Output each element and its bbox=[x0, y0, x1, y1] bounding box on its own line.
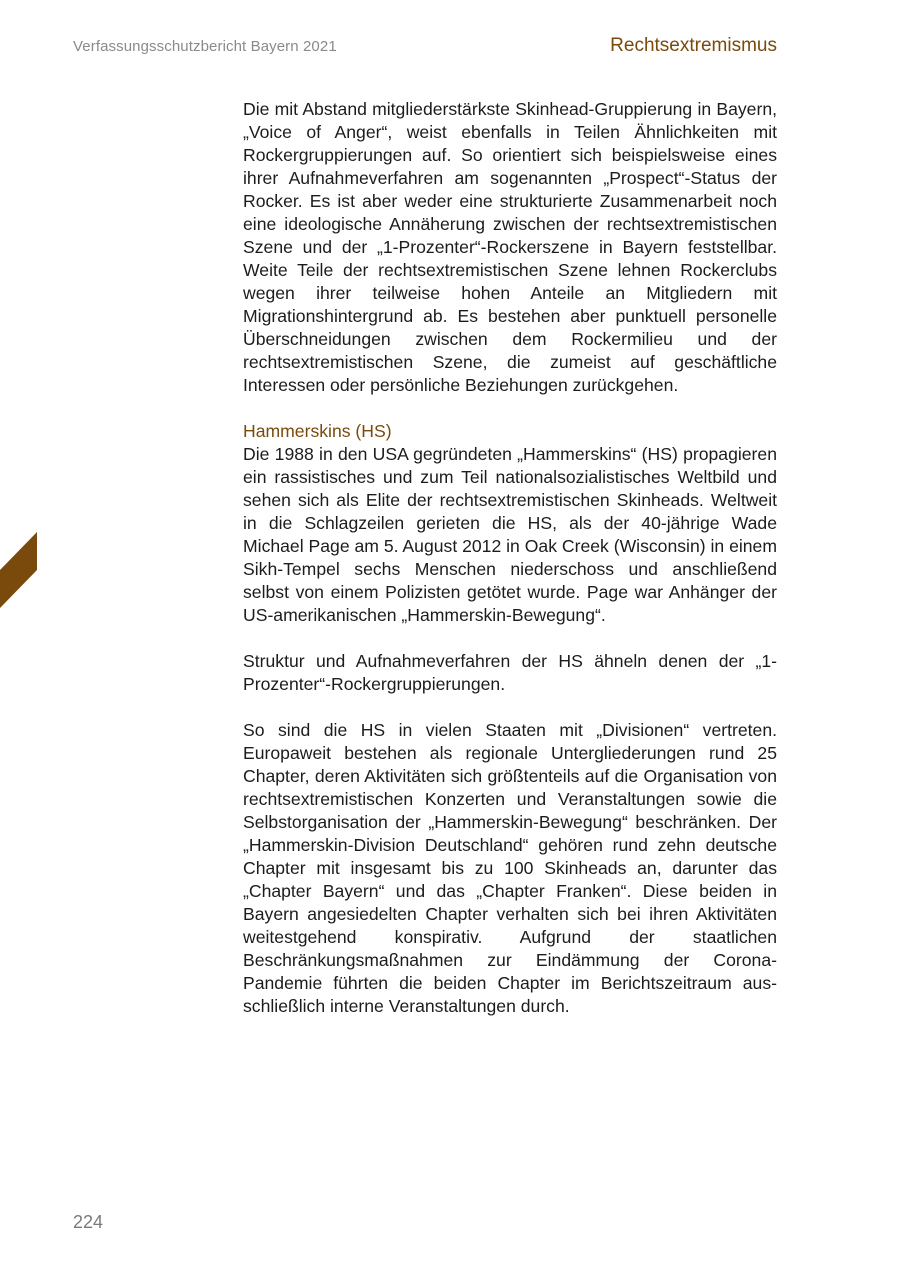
paragraph-structure: Struktur und Aufnahmeverfahren der HS ähneln denen der „1-Prozenter“-Rockergruppierungen. bbox=[243, 651, 777, 694]
paragraph-hammerskins-intro: Die 1988 in den USA gegründeten „Hammerskins“ (HS) propagieren ein rassistisches und zum Teil nationalsozialistisches Weltbild und sehen sich als Elite der rechtsextremistischen Skinheads. Weltweit in die Schlagzeilen gerieten die HS, als der 40-jährige Wade Michael Page am 5. August 2012 in Oak Creek (Wisconsin) in einem Sikh-Tempel sechs Menschen niederschoss und anschließend selbst von einem Polizisten getötet wurde. Page war Anhänger der US-amerikanischen „Hammerskin-Bewegung“. bbox=[243, 444, 777, 625]
paragraph-voice-of-anger: Die mit Abstand mitgliederstärkste Skinhead-Gruppierung in Bayern, „Voice of Anger“, weist ebenfalls in Teilen Ähnlichkeiten mit Rockergruppierungen auf. So orientiert sich beispielsweise eines ihrer Aufnahmeverfahren am sogenannten „Prospect“-Status der Rocker. Es ist aber weder eine strukturierte Zusammenarbeit noch eine ideologische Annäherung zwischen der rechtsextremistischen Szene und der „1-Prozenter“-Rockerszene in Bayern feststellbar. Weite Teile der rechtsextremistischen Szene lehnen Rockerclubs wegen ihrer teilweise hohen Anteile an Mitgliedern mit Migrationshintergrund ab. Es bestehen aber punktuell personelle Überschneidungen zwischen dem Rockermilieu und der rechtsextremistischen Szene, die zumeist auf geschäftliche Interessen oder persönliche Beziehungen zurückgehen. bbox=[243, 99, 777, 395]
header-publication-title: Verfassungsschutzbericht Bayern 2021 bbox=[73, 38, 337, 55]
header-section-title: Rechtsextremismus bbox=[610, 35, 777, 56]
page-number: 224 bbox=[73, 1212, 104, 1232]
chapter-tab-marker-shape bbox=[0, 532, 37, 608]
paragraph-divisions: So sind die HS in vielen Staaten mit „Divisionen“ vertreten. Europaweit bestehen als regionale Untergliederungen rund 25 Chapter, deren Aktivitäten sich größtenteils auf die Organisation von rechtsextremistischen Konzerten und Veranstaltungen sowie die Selbstorganisation der „Hammerskin-Bewegung“ beschränken. Der „Hammerskin-Division Deutschland“ gehören rund zehn deutsche Chapter mit insgesamt bis zu 100 Skinheads an, darunter das „Chapter Bayern“ und das „Chapter Franken“. Diese beiden in Bayern angesiedelten Chapter verhalten sich bei ihren Aktivitäten weitestgehend konspirativ. Aufgrund der staatlichen Beschränkungsmaßnahmen zur Eindämmung der Corona-Pandemie führten die beiden Chapter im Berichtszeitraum ausschließlich interne Veranstaltungen durch. bbox=[243, 720, 777, 1016]
heading-hammerskins: Hammerskins (HS) bbox=[243, 421, 392, 441]
chapter-tab-marker bbox=[0, 532, 37, 608]
main-content bbox=[243, 98, 777, 1041]
